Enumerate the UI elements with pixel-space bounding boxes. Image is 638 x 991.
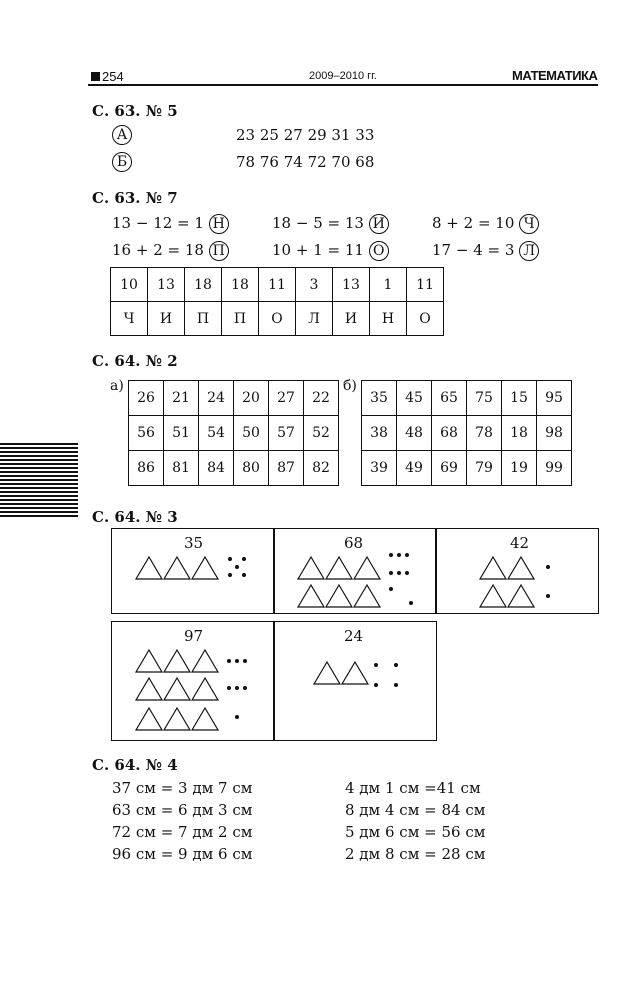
number-box-24: [273, 621, 437, 741]
dot-icon: [374, 663, 378, 667]
label-a: а): [110, 378, 124, 394]
table-cell: 78: [467, 416, 502, 451]
letter-circle: Л: [519, 241, 539, 261]
equation-3: 8 + 2 = 10 Ч: [432, 214, 539, 234]
table-cell: 38: [362, 416, 397, 451]
box-number: 24: [344, 627, 364, 645]
table-b: [361, 380, 572, 486]
number-box-42: [435, 528, 599, 614]
sequence-b: 78 76 74 72 70 68: [236, 153, 375, 171]
triangle-icon: [136, 678, 162, 700]
table-cell: 54: [199, 416, 234, 451]
section-title-2: С. 63. № 7: [92, 189, 178, 207]
table-cell: Л: [296, 302, 333, 336]
conversion-right-1: 4 дм 1 см =41 см: [345, 779, 481, 797]
dot-icon: [243, 686, 247, 690]
triangle-icon: [326, 557, 352, 579]
table-cell: 75: [467, 381, 502, 416]
table-cell: 98: [537, 416, 572, 451]
table-cell: 13: [333, 268, 370, 302]
box-number: 68: [344, 534, 364, 552]
conversion-right-3: 5 дм 6 см = 56 см: [345, 823, 486, 841]
years-label: 2009–2010 гг.: [309, 70, 377, 82]
letter-circle: А: [112, 125, 132, 145]
dot-icon: [235, 565, 239, 569]
table-cell: 87: [269, 451, 304, 486]
dot-icon: [397, 571, 401, 575]
triangles-group: [478, 555, 540, 609]
triangle-icon: [508, 585, 534, 607]
dot-icon: [394, 683, 398, 687]
equation-6: 17 − 4 = 3 Л: [432, 241, 539, 261]
box-number: 35: [184, 534, 204, 552]
dot-icon: [397, 553, 401, 557]
table-cell: 50: [234, 416, 269, 451]
table-cell: 26: [129, 381, 164, 416]
triangle-icon: [136, 557, 162, 579]
conversion-left-3: 72 см = 7 дм 2 см: [112, 823, 253, 841]
triangle-icon: [164, 678, 190, 700]
code-table: [110, 267, 444, 336]
table-cell: 18: [502, 416, 537, 451]
triangle-icon: [326, 585, 352, 607]
table-row: [362, 381, 572, 416]
header-rule: [88, 84, 598, 86]
table-cell: Н: [370, 302, 407, 336]
triangle-icon: [136, 708, 162, 730]
dot-icon: [546, 594, 550, 598]
number-box-97: [111, 621, 275, 741]
table-cell: 51: [164, 416, 199, 451]
table-cell: 18: [185, 268, 222, 302]
triangles-group: [312, 660, 374, 688]
table-cell: О: [407, 302, 444, 336]
letter-circle: И: [369, 214, 389, 234]
triangle-icon: [354, 557, 380, 579]
letter-circle: П: [209, 241, 229, 261]
conversion-left-4: 96 см = 9 дм 6 см: [112, 845, 253, 863]
page-edge-stripes: [0, 443, 78, 519]
table-cell: 79: [467, 451, 502, 486]
table-cell: 52: [304, 416, 339, 451]
conversion-right-2: 8 дм 4 см = 84 см: [345, 801, 486, 819]
table-cell: 35: [362, 381, 397, 416]
triangle-icon: [136, 650, 162, 672]
dot-icon: [374, 683, 378, 687]
number-box-68: [273, 528, 437, 614]
table-cell: 11: [259, 268, 296, 302]
number-box-35: [111, 528, 275, 614]
table-cell: 11: [407, 268, 444, 302]
table-cell: 18: [222, 268, 259, 302]
table-cell: 19: [502, 451, 537, 486]
triangle-icon: [342, 662, 368, 684]
dot-icon: [227, 659, 231, 663]
triangle-icon: [298, 585, 324, 607]
equation-5: 10 + 1 = 11 О: [272, 241, 389, 261]
table-row: [111, 302, 444, 336]
table-cell: Ч: [111, 302, 148, 336]
table-cell: 49: [397, 451, 432, 486]
table-cell: 48: [397, 416, 432, 451]
dot-icon: [242, 573, 246, 577]
triangle-icon: [164, 557, 190, 579]
dot-icon: [235, 659, 239, 663]
triangle-icon: [164, 708, 190, 730]
table-cell: 22: [304, 381, 339, 416]
table-row: [129, 381, 339, 416]
letter-circle: Б: [112, 152, 132, 172]
table-cell: П: [222, 302, 259, 336]
section-title-1: С. 63. № 5: [92, 102, 178, 120]
table-cell: 56: [129, 416, 164, 451]
table-row: [362, 416, 572, 451]
dot-icon: [228, 573, 232, 577]
dot-icon: [389, 587, 393, 591]
dot-icon: [389, 571, 393, 575]
table-cell: 99: [537, 451, 572, 486]
equation-2: 18 − 5 = 13 И: [272, 214, 389, 234]
table-row: [362, 451, 572, 486]
triangle-icon: [314, 662, 340, 684]
triangle-icon: [480, 585, 506, 607]
triangle-icon: [298, 557, 324, 579]
box-number: 97: [184, 627, 204, 645]
dot-icon: [235, 715, 239, 719]
table-cell: 27: [269, 381, 304, 416]
answer-row-b: [112, 152, 132, 172]
triangle-icon: [164, 650, 190, 672]
table-cell: 10: [111, 268, 148, 302]
table-cell: 84: [199, 451, 234, 486]
table-cell: 24: [199, 381, 234, 416]
table-cell: 3: [296, 268, 333, 302]
box-number: 42: [510, 534, 530, 552]
equation-1: 13 − 12 = 1 Н: [112, 214, 229, 234]
triangle-icon: [192, 557, 218, 579]
section-title-3: С. 64. № 2: [92, 352, 178, 370]
dot-icon: [546, 565, 550, 569]
dot-icon: [409, 601, 413, 605]
triangle-icon: [480, 557, 506, 579]
table-cell: И: [333, 302, 370, 336]
table-cell: 80: [234, 451, 269, 486]
answer-row-a: [112, 125, 132, 145]
conversion-right-4: 2 дм 8 см = 28 см: [345, 845, 486, 863]
triangle-icon: [192, 678, 218, 700]
table-cell: 15: [502, 381, 537, 416]
table-cell: П: [185, 302, 222, 336]
triangle-icon: [192, 708, 218, 730]
dot-icon: [228, 557, 232, 561]
triangles-group: [296, 555, 386, 609]
table-cell: 68: [432, 416, 467, 451]
table-cell: 20: [234, 381, 269, 416]
square-bullet-icon: [91, 72, 100, 81]
table-cell: О: [259, 302, 296, 336]
table-cell: 86: [129, 451, 164, 486]
dot-icon: [405, 553, 409, 557]
equation-4: 16 + 2 = 18 П: [112, 241, 229, 261]
letter-circle: Н: [209, 214, 229, 234]
triangles-group: [134, 648, 224, 732]
section-title-4: С. 64. № 3: [92, 508, 178, 526]
table-cell: 81: [164, 451, 199, 486]
dot-icon: [389, 553, 393, 557]
dot-icon: [243, 659, 247, 663]
table-row: [111, 268, 444, 302]
triangles-group: [134, 555, 224, 581]
table-cell: 21: [164, 381, 199, 416]
dot-icon: [227, 686, 231, 690]
table-cell: 57: [269, 416, 304, 451]
triangle-icon: [192, 650, 218, 672]
table-cell: 13: [148, 268, 185, 302]
conversion-left-2: 63 см = 6 дм 3 см: [112, 801, 253, 819]
label-b: б): [343, 378, 357, 394]
section-title-5: С. 64. № 4: [92, 756, 178, 774]
table-cell: 82: [304, 451, 339, 486]
table-a: [128, 380, 339, 486]
table-row: [129, 451, 339, 486]
sequence-a: 23 25 27 29 31 33: [236, 126, 375, 144]
dot-icon: [405, 571, 409, 575]
triangle-icon: [354, 585, 380, 607]
letter-circle: О: [369, 241, 389, 261]
table-cell: 69: [432, 451, 467, 486]
dot-icon: [394, 663, 398, 667]
table-cell: И: [148, 302, 185, 336]
dot-icon: [235, 686, 239, 690]
table-cell: 65: [432, 381, 467, 416]
table-cell: 95: [537, 381, 572, 416]
table-row: [129, 416, 339, 451]
table-cell: 39: [362, 451, 397, 486]
table-cell: 45: [397, 381, 432, 416]
triangle-icon: [508, 557, 534, 579]
table-cell: 1: [370, 268, 407, 302]
page-number: 254: [91, 69, 124, 84]
letter-circle: Ч: [519, 214, 539, 234]
conversion-left-1: 37 см = 3 дм 7 см: [112, 779, 253, 797]
dot-icon: [242, 557, 246, 561]
subject-label: МАТЕМАТИКА: [512, 68, 598, 83]
